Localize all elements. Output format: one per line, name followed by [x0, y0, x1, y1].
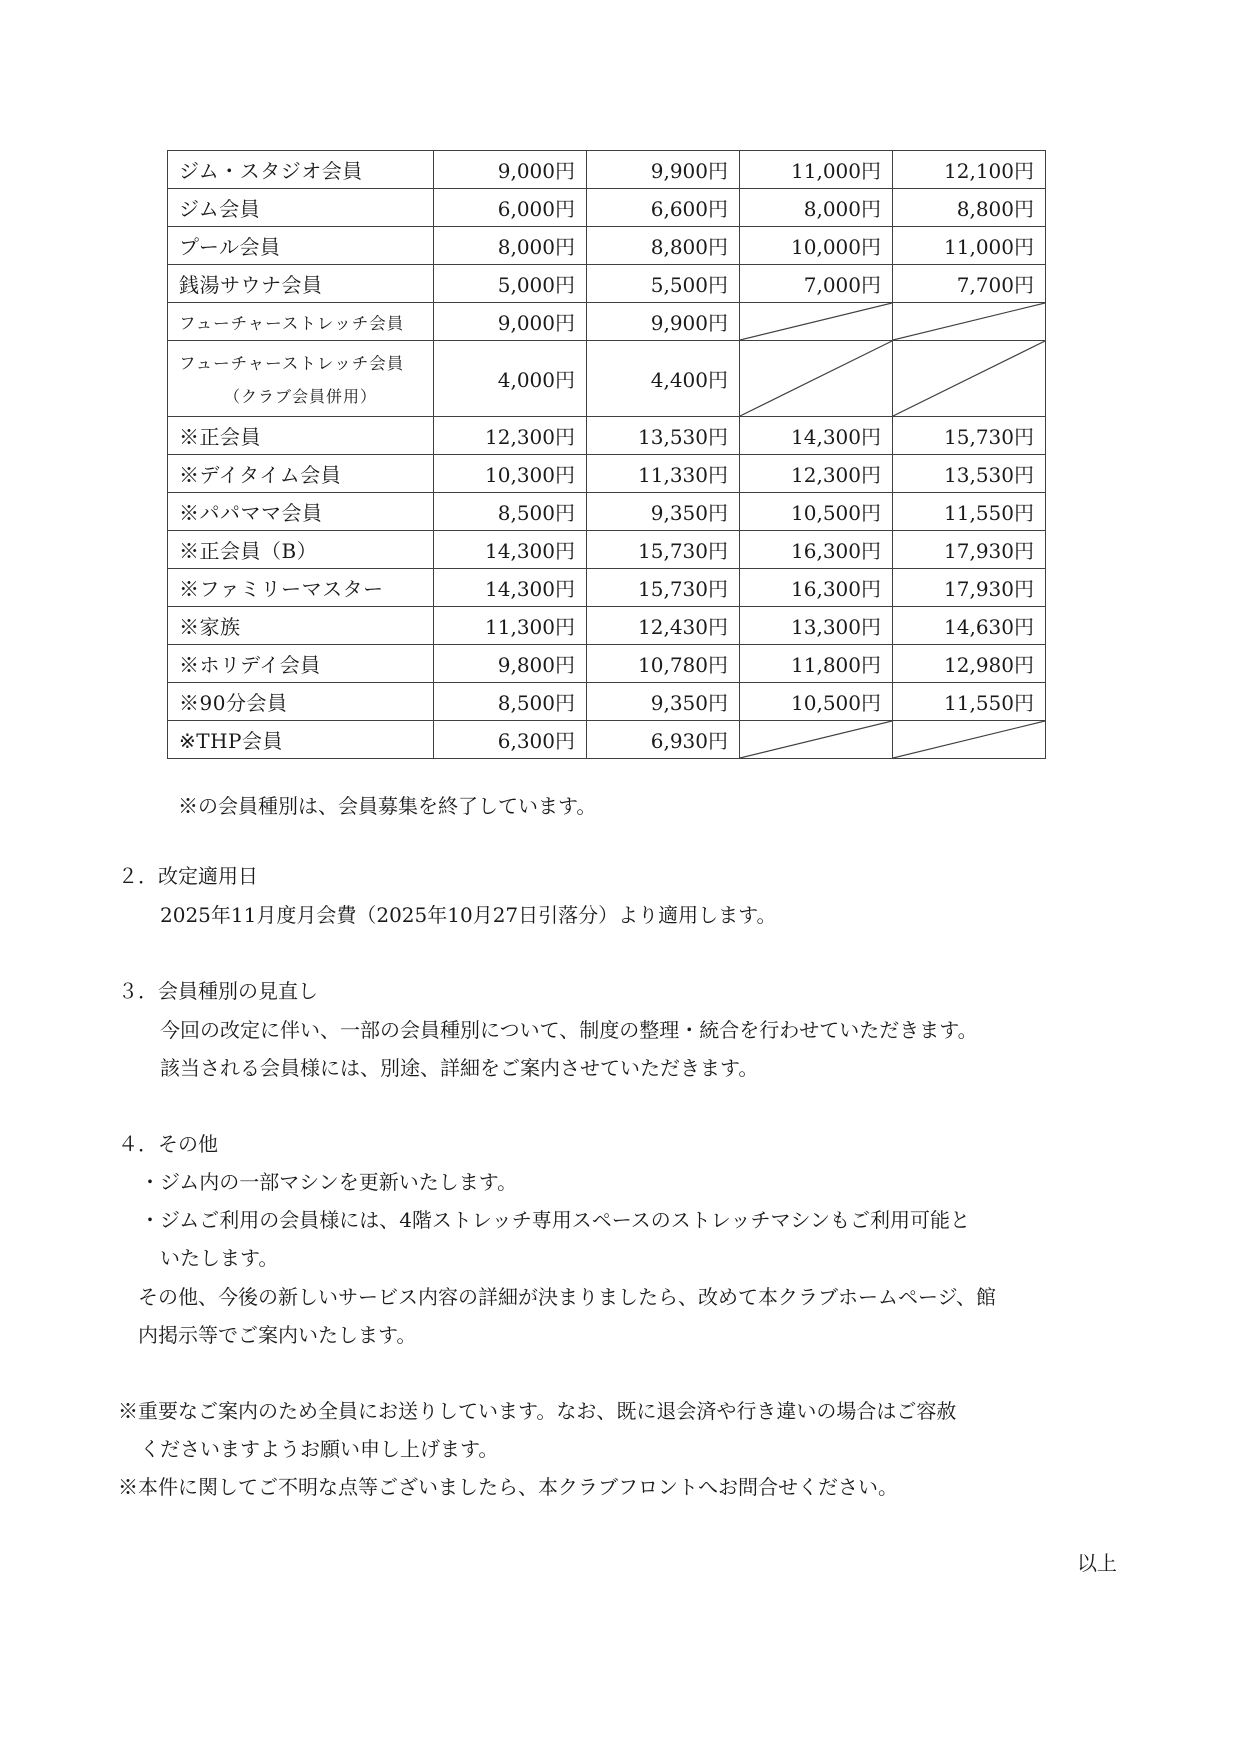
table-row [168, 683, 1046, 721]
closing-text: 以上 [1077, 1551, 1117, 1575]
section4-other-line-2: 内掲示等でご案内いたします。 [138, 1323, 417, 1347]
section4-other-line-1: その他、今後の新しいサービス内容の詳細が決まりましたら、改めて本クラブホームページ、館 [138, 1285, 996, 1309]
section3-line-2: 該当される会員様には、別途、詳細をご案内させていただきます。 [160, 1056, 759, 1080]
price-cell: 8,000円 [434, 227, 587, 265]
table-row [168, 721, 1046, 759]
membership-name-text: ※ホリデイ会員 [179, 653, 321, 677]
membership-name [168, 455, 434, 493]
fee-table [167, 150, 1046, 759]
price-cell: 7,700円 [893, 265, 1046, 303]
price-cell: 14,630円 [893, 607, 1046, 645]
empty-slash-cell [893, 721, 1046, 759]
table-row [168, 341, 1046, 417]
price-cell: 8,500円 [434, 683, 587, 721]
price-cell: 17,930円 [893, 569, 1046, 607]
membership-name [168, 303, 434, 341]
price-cell: 11,000円 [893, 227, 1046, 265]
price-cell: 9,900円 [587, 303, 740, 341]
price-cell: 6,300円 [434, 721, 587, 759]
section4-bullet-1: ・ジム内の一部マシンを更新いたします。 [140, 1170, 518, 1194]
price-cell: 10,500円 [740, 683, 893, 721]
price-cell: 15,730円 [587, 569, 740, 607]
table-row [168, 227, 1046, 265]
membership-name-text: ※パパママ会員 [179, 501, 323, 525]
table-row [168, 303, 1046, 341]
membership-name-text: ※正会員（B） [179, 539, 318, 563]
price-cell: 12,430円 [587, 607, 740, 645]
price-cell: 13,300円 [740, 607, 893, 645]
empty-slash-cell [893, 341, 1046, 417]
price-cell: 6,930円 [587, 721, 740, 759]
footnote-1: ※重要なご案内のため全員にお送りしています。なお、既に退会済や行き違いの場合はご容赦 [118, 1399, 957, 1423]
price-cell: 17,930円 [893, 531, 1046, 569]
price-cell: 13,530円 [587, 417, 740, 455]
membership-name-sub: （クラブ会員併用） [223, 387, 377, 406]
membership-name [168, 683, 434, 721]
section2-heading: ２．改定適用日 [118, 864, 258, 888]
price-cell: 16,300円 [740, 531, 893, 569]
price-cell: 5,500円 [587, 265, 740, 303]
membership-name-text: ※家族 [179, 615, 241, 639]
price-cell: 14,300円 [434, 569, 587, 607]
membership-name [168, 151, 434, 189]
price-cell: 8,800円 [587, 227, 740, 265]
price-cell: 9,000円 [434, 151, 587, 189]
membership-name-text: ジム会員 [179, 197, 261, 221]
price-cell: 11,000円 [740, 151, 893, 189]
price-cell: 9,000円 [434, 303, 587, 341]
price-cell: 10,500円 [740, 493, 893, 531]
footnote-2: ※本件に関してご不明な点等ございましたら、本クラブフロントへお問合せください。 [118, 1475, 898, 1499]
empty-slash-cell [893, 303, 1046, 341]
price-cell: 14,300円 [740, 417, 893, 455]
price-cell: 12,300円 [434, 417, 587, 455]
membership-name-text: フューチャーストレッチ会員 [179, 354, 405, 373]
price-cell: 7,000円 [740, 265, 893, 303]
price-cell: 5,000円 [434, 265, 587, 303]
price-cell: 9,350円 [587, 683, 740, 721]
price-cell: 6,000円 [434, 189, 587, 227]
empty-slash-cell [740, 303, 893, 341]
section3-heading: ３．会員種別の見直し [118, 979, 318, 1003]
membership-name [168, 645, 434, 683]
price-cell: 13,530円 [893, 455, 1046, 493]
price-cell: 8,500円 [434, 493, 587, 531]
price-cell: 12,100円 [893, 151, 1046, 189]
price-cell: 11,550円 [893, 493, 1046, 531]
price-cell: 10,000円 [740, 227, 893, 265]
table-row [168, 189, 1046, 227]
membership-name-text: ※90分会員 [179, 691, 288, 715]
membership-name-text: ※正会員 [179, 425, 261, 449]
membership-name-text: プール会員 [179, 235, 281, 259]
price-cell: 14,300円 [434, 531, 587, 569]
price-cell: 9,350円 [587, 493, 740, 531]
price-cell: 15,730円 [587, 531, 740, 569]
price-cell: 4,000円 [434, 341, 587, 417]
membership-name-text: フューチャーストレッチ会員 [179, 313, 405, 333]
price-cell: 15,730円 [893, 417, 1046, 455]
table-row [168, 493, 1046, 531]
table-row [168, 607, 1046, 645]
section4-bullet-2: ・ジムご利用の会員様には、4階ストレッチ専用スペースのストレッチマシンもご利用可能と [140, 1208, 971, 1232]
price-cell: 8,800円 [893, 189, 1046, 227]
membership-name-text: ジム・スタジオ会員 [179, 159, 363, 183]
table-row [168, 455, 1046, 493]
price-cell: 4,400円 [587, 341, 740, 417]
price-cell: 6,600円 [587, 189, 740, 227]
price-cell: 16,300円 [740, 569, 893, 607]
membership-name [168, 493, 434, 531]
price-cell: 11,300円 [434, 607, 587, 645]
price-cell: 9,800円 [434, 645, 587, 683]
table-row [168, 417, 1046, 455]
price-cell: 12,980円 [893, 645, 1046, 683]
empty-slash-cell [740, 341, 893, 417]
table-row [168, 645, 1046, 683]
price-cell: 8,000円 [740, 189, 893, 227]
membership-name [168, 531, 434, 569]
table-row [168, 531, 1046, 569]
section3-line-1: 今回の改定に伴い、一部の会員種別について、制度の整理・統合を行わせていただきます。 [160, 1018, 978, 1042]
empty-slash-cell [740, 721, 893, 759]
price-cell: 11,800円 [740, 645, 893, 683]
membership-name [168, 569, 434, 607]
section2-body: 2025年11月度月会費（2025年10月27日引落分）より適用します。 [160, 903, 777, 927]
membership-name [168, 341, 434, 417]
membership-name [168, 721, 434, 759]
membership-name-text: ※THP会員 [179, 729, 283, 753]
footnote-1-cont: くださいますようお願い申し上げます。 [140, 1437, 499, 1461]
membership-name-text: 銭湯サウナ会員 [179, 273, 323, 297]
membership-name [168, 607, 434, 645]
membership-name [168, 417, 434, 455]
price-cell: 10,780円 [587, 645, 740, 683]
price-cell: 10,300円 [434, 455, 587, 493]
section4-bullet-2-cont: いたします。 [160, 1246, 279, 1270]
membership-name-text: ※デイタイム会員 [179, 463, 342, 487]
membership-name-text: ※ファミリーマスター [179, 577, 384, 601]
table-row [168, 569, 1046, 607]
table-note: ※の会員種別は、会員募集を終了しています。 [178, 794, 597, 818]
membership-name [168, 265, 434, 303]
price-cell: 11,550円 [893, 683, 1046, 721]
membership-name [168, 189, 434, 227]
price-cell: 12,300円 [740, 455, 893, 493]
table-row [168, 151, 1046, 189]
membership-name [168, 227, 434, 265]
price-cell: 11,330円 [587, 455, 740, 493]
section4-heading: ４．その他 [118, 1132, 218, 1156]
price-cell: 9,900円 [587, 151, 740, 189]
table-row [168, 265, 1046, 303]
